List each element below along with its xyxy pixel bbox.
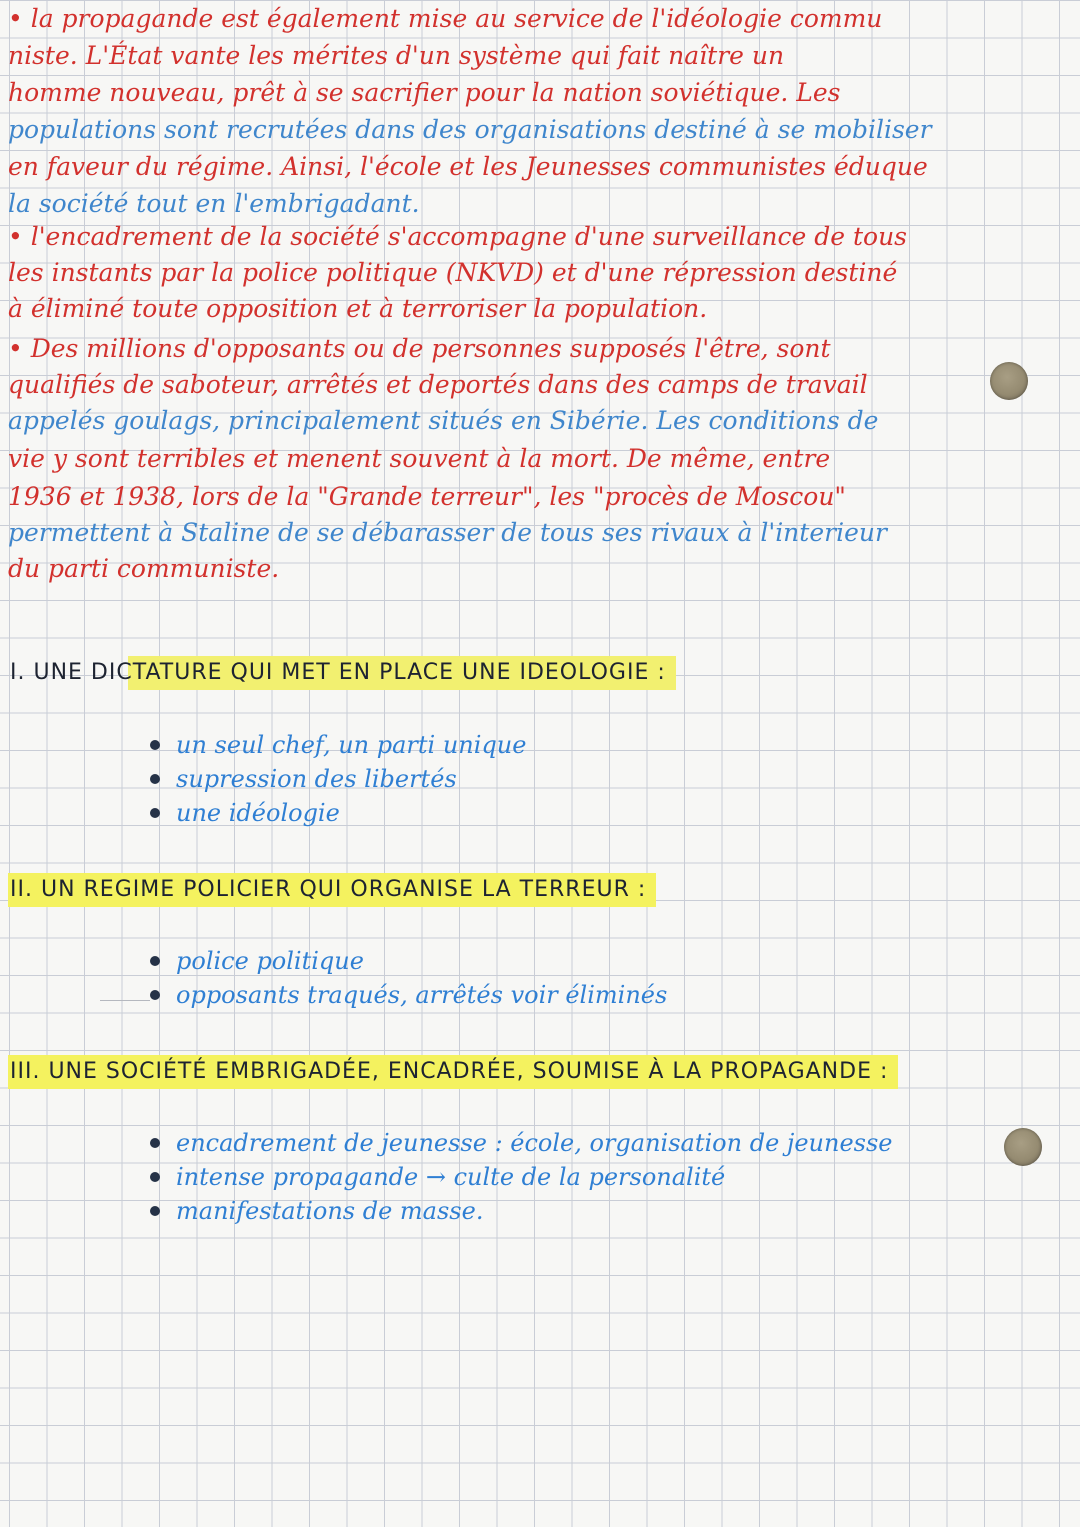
list-item: opposants traqués, arrêtés voir éliminés	[150, 978, 667, 1012]
note-line: à éliminé toute opposition et à terroriser la population.	[8, 294, 708, 323]
note-line: populations sont recrutées dans des organisations destiné à se mobiliser	[8, 115, 932, 144]
section-heading-3: III. UNE SOCIÉTÉ EMBRIGADÉE, ENCADRÉE, SOUMISE À LA PROPAGANDE :	[8, 1055, 898, 1089]
note-line: la société tout en l'embrigadant.	[8, 189, 420, 218]
note-line: appelés goulags, principalement situés en Sibérie. Les conditions de	[8, 406, 879, 435]
section-3-bullet-list	[150, 1126, 893, 1228]
section-2-bullet-list	[150, 944, 667, 1012]
note-line: • Des millions d'opposants ou de personnes supposés l'être, sont	[8, 334, 831, 363]
note-line: vie y sont terribles et menent souvent à la mort. De même, entre	[8, 444, 831, 473]
list-item: police politique	[150, 944, 667, 978]
note-line: • l'encadrement de la société s'accompagne d'une surveillance de tous	[8, 222, 908, 251]
section-heading-1: I. UNE DICTATURE QUI MET EN PLACE UNE IDEOLOGIE :	[8, 656, 676, 690]
note-line: niste. L'État vante les mérites d'un système qui fait naître un	[8, 41, 785, 70]
section-1-bullet-list	[150, 728, 526, 830]
note-line: en faveur du régime. Ainsi, l'école et les Jeunesses communistes éduque	[8, 152, 928, 181]
binder-hole	[1004, 1128, 1042, 1166]
note-line: du parti communiste.	[8, 554, 280, 583]
binder-hole	[990, 362, 1028, 400]
pencil-mark	[100, 1000, 150, 1001]
list-item: un seul chef, un parti unique	[150, 728, 526, 762]
note-line: homme nouveau, prêt à se sacrifier pour la nation soviétique. Les	[8, 78, 841, 107]
section-heading-2: II. UN REGIME POLICIER QUI ORGANISE LA TERREUR :	[8, 873, 656, 907]
list-item: une idéologie	[150, 796, 526, 830]
note-line: 1936 et 1938, lors de la "Grande terreur", les "procès de Moscou"	[8, 482, 846, 511]
list-item: supression des libertés	[150, 762, 526, 796]
note-line: qualifiés de saboteur, arrêtés et deportés dans des camps de travail	[8, 370, 868, 399]
note-line: les instants par la police politique (NKVD) et d'une répression destiné	[8, 258, 898, 287]
note-line: • la propagande est également mise au service de l'idéologie commu	[8, 4, 883, 33]
note-line: permettent à Staline de se débarasser de tous ses rivaux à l'interieur	[8, 518, 887, 547]
list-item: manifestations de masse.	[150, 1194, 893, 1228]
list-item: intense propagande → culte de la personalité	[150, 1160, 893, 1194]
list-item: encadrement de jeunesse : école, organisation de jeunesse	[150, 1126, 893, 1160]
